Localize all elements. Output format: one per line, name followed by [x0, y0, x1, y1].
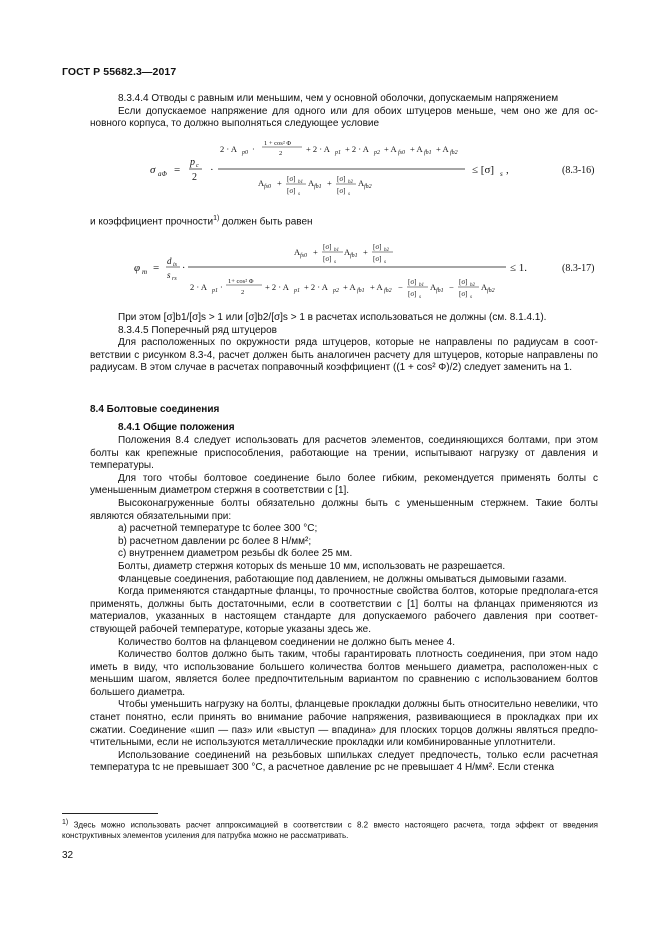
document-header: ГОСТ Р 55682.3—2017 [62, 66, 177, 78]
paragraph: Количество болтов на фланцевом соединении не должно быть менее 4. [118, 636, 455, 648]
svg-text:+: + [363, 247, 368, 257]
footnote-divider [62, 813, 158, 814]
list-item: b) расчетном давлении pc более 8 Н/мм²; [118, 535, 312, 547]
footnote-mark: 1) [62, 819, 69, 826]
svg-text:·: · [210, 164, 214, 176]
svg-text:p0: p0 [242, 150, 248, 156]
svg-text:rs: rs [172, 276, 177, 282]
svg-text:s: s [419, 295, 421, 300]
section-title: 8.3.4.4 Отводы с равным или меньшим, чем у основной оболочки, допускаемым напряжением [118, 93, 559, 104]
svg-text:s: s [167, 270, 171, 280]
svg-text:p2: p2 [333, 288, 339, 294]
svg-text:b1: b1 [298, 180, 303, 185]
body-text [90, 435, 598, 775]
svg-text:m: m [142, 268, 148, 276]
svg-text:[σ]: [σ] [408, 278, 417, 286]
svg-text:+ A: + A [436, 144, 449, 154]
svg-text:fb2: fb2 [384, 288, 392, 294]
svg-text:A: A [294, 247, 301, 257]
svg-text:s: s [384, 260, 386, 265]
svg-text:+: + [277, 178, 282, 188]
svg-text:[σ]: [σ] [323, 255, 332, 263]
svg-text:[σ]: [σ] [408, 290, 417, 298]
equation-number: (8.3-17) [562, 263, 595, 274]
svg-text:−: − [449, 282, 454, 292]
page-number: 32 [62, 850, 74, 861]
svg-text:2: 2 [192, 172, 197, 183]
svg-text:≤ [σ]: ≤ [σ] [472, 164, 495, 176]
svg-text:[σ]: [σ] [373, 255, 382, 263]
svg-text:s: s [470, 295, 472, 300]
svg-text:A: A [308, 178, 315, 188]
paragraph: Болты, диаметр стержня которых ds меньше 10 мм, использовать не разрешается. [118, 560, 506, 572]
paragraph: Чтобы уменьшить нагрузку на болты, фланцевые прокладки должны быть относительно невелики, что станет понятно, если принять во внимание рабочие напряжения, развивающиеся в прокладках при их сжатии. Соединение «шип — паз» или «выступ — впадина» для плоских торцов должны являться предпо-чтительными, если не используются металлические прокладки или комбинированные уплотнители. [90, 699, 598, 749]
svg-text:,: , [506, 164, 509, 176]
svg-text:+ A: + A [343, 282, 356, 292]
svg-text:+ 2 · A: + 2 · A [306, 144, 330, 154]
section-heading: 8.4 Болтовые соединения [90, 404, 220, 415]
svg-text:[σ]: [σ] [323, 243, 332, 251]
svg-text:p: p [190, 157, 195, 168]
paragraph: Использование соединений на резьбовых шпильках следует предпочесть, только если расчетная температура tc не превышает 300 °С, а расчетное давление pc не превышает 4 Н/мм². Если стенка [90, 749, 598, 774]
svg-text:+ 2 · A: + 2 · A [345, 144, 369, 154]
paragraph: Когда применяются стандартные фланцы, то прочностные свойства болтов, которые предполага-ется применять, должны быть достаточными, если в соответствии с [1] болты на фланцах применяются из материалов, указанных в настоящем стандарте для допускаемого рабочего давления при соответ-ствующей рабочей температуре, которые указаны здесь же. [90, 586, 598, 635]
svg-text:·: · [182, 263, 186, 274]
svg-text:fb2: fb2 [450, 150, 458, 156]
svg-text:p2: p2 [374, 150, 380, 156]
paragraph: Если допускаемое напряжение для одного или для обоих штуцеров меньше, чем оно же для ос-новного корпуса, то должно выполняться следующее условие [90, 105, 598, 130]
svg-text:fb1: fb1 [436, 288, 444, 294]
svg-text:fb1: fb1 [357, 288, 365, 294]
svg-text:fb2: fb2 [364, 184, 372, 190]
svg-text:fb2: fb2 [487, 288, 495, 294]
svg-text:s: s [334, 260, 336, 265]
paragraph: Фланцевые соединения, работающие под давлением, не должны омываться дымовыми газами. [118, 573, 567, 585]
svg-text:=: = [153, 262, 160, 274]
svg-text:·: · [220, 282, 223, 292]
svg-text:b1: b1 [334, 248, 339, 253]
svg-text:[σ]: [σ] [373, 243, 382, 251]
svg-text:2: 2 [279, 150, 283, 157]
paragraph: Для расположенных по окружности ряда штуцеров, которые не направлены по радиусам в соот-ветствии с рисунком 8.3-4, расчет должен быть аналогичен расчету для штуцеров, которые направлены по радиусам. В этом случае в расчетах поправочный коэффициент ((1 + cos² Φ)/2) следует заменить на 1. [90, 337, 598, 374]
footnote-ref: 1) [213, 215, 220, 222]
paragraph: Для того чтобы болтовое соединение было более гибким, рекомендуется применять болты с уменьшенным диаметром стержня в соответствии с [1]. [90, 472, 598, 497]
svg-text:A: A [258, 178, 265, 188]
svg-text:≤ 1.: ≤ 1. [510, 262, 528, 274]
svg-text:d: d [167, 256, 172, 266]
svg-text:s: s [298, 192, 300, 197]
svg-text:1 + cos² Φ: 1 + cos² Φ [264, 140, 292, 147]
list-item: c) внутреннем диаметром резьбы dk более 25 мм. [118, 548, 353, 560]
svg-text:b2: b2 [384, 248, 389, 253]
footnote: $^{1)}$ Здесь можно использовать расчет аппроксимацией в соответствии с 8.2 вместо настоящего расчета, тогда эффект от введения конструктивных элементов усиления для патрубка можно не рассматривать. [62, 819, 598, 841]
svg-text:fb1: fb1 [350, 253, 358, 259]
svg-text:φ: φ [134, 262, 141, 274]
svg-text:+ A: + A [384, 144, 397, 154]
svg-text:fs0: fs0 [398, 150, 406, 156]
svg-text:[σ]: [σ] [287, 187, 296, 195]
svg-text:+: + [327, 178, 332, 188]
svg-text:A: A [344, 247, 351, 257]
svg-text:p1: p1 [335, 150, 341, 156]
svg-text:fb1: fb1 [424, 150, 432, 156]
svg-text:+ A: + A [410, 144, 423, 154]
svg-text:·: · [252, 144, 255, 154]
paragraph: Высоконагруженные болты обязательно должны быть с уменьшенным стержнем. Такие болты являются обязательными при: [90, 497, 598, 522]
section-title: 8.3.4.5 Поперечный ряд штуцеров [118, 324, 277, 336]
paragraph: Положения 8.4 следует использовать для расчетов элементов, соединяющихся болтами, при этом болты как крепежные приспособления, работающие на трении, испытывают нагрузку от давления и температуры. [90, 435, 598, 472]
svg-text:is: is [173, 262, 178, 268]
svg-text:+: + [313, 247, 318, 257]
svg-text:[σ]: [σ] [459, 290, 468, 298]
svg-text:fb1: fb1 [314, 184, 322, 190]
svg-text:fs0: fs0 [300, 253, 308, 259]
svg-text:fs0: fs0 [264, 184, 272, 190]
subsection-heading: 8.4.1 Общие положения [118, 422, 235, 433]
equation-number: (8.3-16) [562, 165, 595, 176]
equation-8-3-17 [134, 236, 604, 302]
equation-8-3-16 [150, 140, 610, 204]
svg-text:p1: p1 [294, 288, 300, 294]
svg-text:s: s [500, 170, 503, 178]
list-item: a) расчетной температуре tc более 300 °С; [118, 523, 318, 535]
svg-text:+ 2 · A: + 2 · A [265, 282, 289, 292]
svg-text:[σ]: [σ] [337, 175, 346, 183]
svg-text:s: s [348, 192, 350, 197]
svg-text:A: A [358, 178, 365, 188]
svg-text:+ A: + A [370, 282, 383, 292]
svg-text:+ 2 · A: + 2 · A [304, 282, 328, 292]
paragraph: При этом [σ]b1/[σ]s > 1 или [σ]b2/[σ]s > 1 в расчетах использоваться не должны (см. 8.1.4.1). [118, 312, 547, 323]
svg-text:A: A [481, 282, 488, 292]
section-8-3-4-4 [90, 93, 598, 131]
svg-text:[σ]: [σ] [459, 278, 468, 286]
svg-text:b2: b2 [348, 180, 353, 185]
svg-text:−: − [398, 282, 403, 292]
svg-text:2 · A: 2 · A [190, 282, 207, 292]
svg-text:p1: p1 [212, 288, 218, 294]
svg-text:[σ]: [σ] [287, 175, 296, 183]
svg-text:b2: b2 [470, 283, 475, 288]
svg-text:2 · A: 2 · A [220, 144, 237, 154]
svg-text:A: A [430, 282, 437, 292]
svg-text:1+ cos² Φ: 1+ cos² Φ [228, 278, 254, 285]
paragraph: и коэффициент прочности$^{1)}$ должен быть равен [90, 215, 313, 228]
svg-text:c: c [196, 163, 199, 169]
svg-text:аΦ: аΦ [158, 170, 167, 178]
svg-text:=: = [174, 164, 181, 176]
paragraph: Количество болтов должно быть таким, чтобы гарантировать плотность соединения, при этом надо иметь в виду, что использование большего количества болтов меньшего диаметра, расположен-ных с меньшим шагом, является более предпочтительным вариантом по сравнению с использованием болтов большего диаметра. [90, 649, 598, 698]
svg-text:2: 2 [241, 289, 245, 296]
svg-text:b1: b1 [419, 283, 424, 288]
section-8-3-4-5 [90, 312, 598, 375]
svg-text:σ: σ [150, 164, 156, 176]
svg-text:[σ]: [σ] [337, 187, 346, 195]
